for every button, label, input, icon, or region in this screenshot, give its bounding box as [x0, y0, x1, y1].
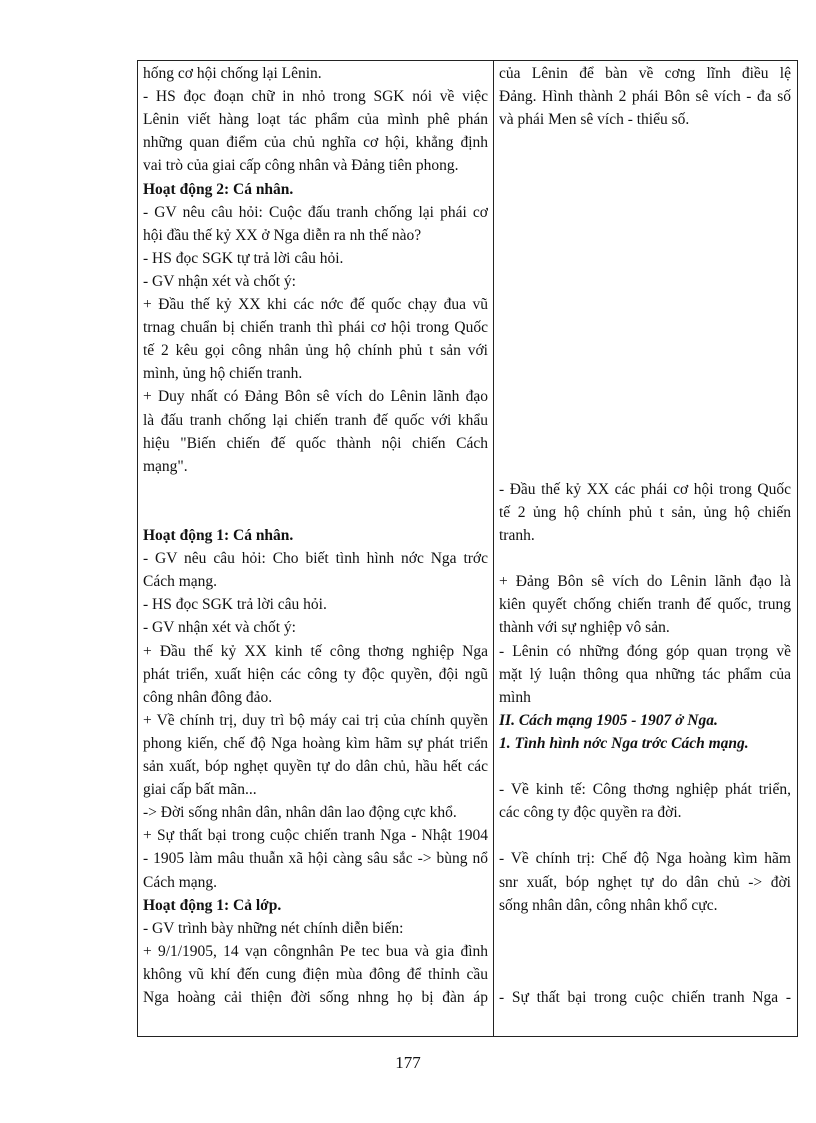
page-number: 177	[395, 1053, 421, 1072]
text-line: tranh.	[499, 527, 535, 544]
text-line: thành với sự nghiệp vô sản.	[499, 619, 670, 637]
text-line: mình	[499, 688, 531, 706]
text-line: + Đầu thế kỷ XX khi các nớc đế quốc chạy đua vũ	[143, 296, 488, 313]
text-line: - GV nhận xét và chốt ý:	[143, 619, 296, 637]
text-line: + 9/1/1905, 14 vạn côngnhân Pe tec bua và gia đình	[143, 942, 488, 960]
text-line: sản xuất, bóp nghẹt quyền tự do dân chủ, hầu hết các	[143, 758, 488, 775]
text-line: - GV nêu câu hỏi: Cuộc đấu tranh chống lại phái cơ	[143, 203, 488, 221]
text-line: - HS đọc SGK tự trả lời câu hỏi.	[143, 249, 344, 267]
text-line: giai cấp bất mãn...	[143, 781, 257, 799]
text-line: hiệu "Biến chiến đế quốc thành nội chiến Cách	[143, 434, 488, 452]
text-line: trnag chuẩn bị chiến tranh thì phái cơ hội trong Quốc	[143, 319, 488, 337]
text-line: Đảng. Hình thành 2 phái Bôn sê vích - đa số	[499, 88, 791, 106]
heading-line: II. Cách mạng 1905 - 1907 ở Nga.	[499, 711, 718, 729]
text-line: - 1905 làm mâu thuẫn xã hội càng sâu sắc -> bùng nổ	[143, 850, 488, 868]
text-line: + Đảng Bôn sê vích do Lênin lãnh đạo là	[499, 573, 791, 591]
text-line: + Sự thất bại trong cuộc chiến tranh Nga - Nhật 1904	[143, 827, 488, 845]
text-line: phát triển, xuất hiện các công ty độc quyền, đội ngũ	[143, 665, 488, 683]
text-line: + Duy nhất có Đảng Bôn sê vích do Lênin lãnh đạo	[143, 388, 488, 406]
text-line: + Về chính trị, duy trì bộ máy cai trị của chính quyền	[143, 711, 488, 729]
text-line: những quan điểm của chủ nghĩa cơ hội, khẳng định	[143, 134, 488, 152]
text-line: tế 2 ủng hộ chính phủ t sản, ủng hộ chiến	[499, 503, 791, 521]
text-line: vai trò của giai cấp công nhân và Đảng tiên phong.	[143, 157, 459, 175]
text-line: - Sự thất bại trong cuộc chiến tranh Nga -	[499, 989, 791, 1006]
text-line: hống cơ hội chống lại Lênin.	[143, 65, 322, 82]
text-line: -> Đời sống nhân dân, nhân dân lao động cực khổ.	[143, 804, 457, 822]
text-line: - Lênin có những đóng góp quan trọng về	[499, 642, 791, 660]
text-line: - GV trình bày những nét chính diễn biến:	[143, 919, 404, 937]
text-line: mạng".	[143, 457, 188, 475]
heading-line: Hoạt động 2: Cá nhân.	[143, 180, 294, 198]
heading-line: Hoạt động 1: Cá nhân.	[143, 527, 294, 544]
text-line: công nhân đông đảo.	[143, 688, 273, 706]
text-line: tế 2 kêu gọi công nhân ủng hộ chính phủ t sản với	[143, 342, 488, 360]
text-line: Lênin viết hàng loạt tác phẩm của mình phê phán	[143, 111, 488, 129]
text-line: - GV nêu câu hỏi: Cho biết tình hình nớc Nga trớc	[143, 550, 488, 568]
text-line: là đấu tranh chống lại chiến tranh đế quốc với khẩu	[143, 411, 488, 429]
text-line: mặt lý luận thông qua những tác phẩm của	[499, 665, 791, 683]
heading-line: 1. Tình hình nớc Nga trớc Cách mạng.	[499, 734, 749, 752]
text-line: của Lênin để bàn về cơng lĩnh điều lệ	[499, 65, 791, 82]
text-line: - GV nhận xét và chốt ý:	[143, 272, 296, 290]
text-line: các công ty độc quyền ra đời.	[499, 804, 682, 822]
column-divider	[493, 60, 494, 1037]
text-line: Cách mạng.	[143, 573, 218, 591]
text-line: kiên quyết chống chiến tranh đế quốc, trung	[499, 596, 791, 614]
text-line: snr xuất, bóp nghẹt tự do dân chủ -> đời	[499, 873, 791, 891]
text-line: không vũ khí đến cung điện mùa đông để thỉnh cầu	[143, 965, 488, 983]
text-line: - HS đọc SGK trả lời câu hỏi.	[143, 596, 327, 614]
text-line: sống nhân dân, công nhân khổ cực.	[499, 896, 718, 914]
text-line: - Về kinh tế: Công thơng nghiệp phát triển,	[499, 781, 791, 799]
text-line: - HS đọc đoạn chữ in nhỏ trong SGK nói về việc	[143, 88, 488, 106]
text-line: phong kiến, chế độ Nga hoàng kìm hãm sự phát triển	[143, 734, 488, 752]
text-line: + Đầu thế kỷ XX kinh tế công thơng nghiệp Nga	[143, 642, 488, 660]
text-line: mình, ủng hộ chiến tranh.	[143, 365, 303, 383]
text-line: - Về chính trị: Chế độ Nga hoàng kìm hãm	[499, 850, 791, 868]
text-line: Cách mạng.	[143, 873, 218, 891]
text-line: Nga hoàng cải thiện đời sống nhng họ bị đàn áp	[143, 989, 488, 1006]
text-line: - Đầu thế kỷ XX các phái cơ hội trong Quốc	[499, 480, 791, 498]
text-line: và phái Men sê vích - thiểu số.	[499, 111, 690, 129]
text-line: hội đầu thế kỷ XX ở Nga diễn ra nh thế nào?	[143, 226, 422, 244]
heading-line: Hoạt động 1: Cả lớp.	[143, 896, 282, 914]
